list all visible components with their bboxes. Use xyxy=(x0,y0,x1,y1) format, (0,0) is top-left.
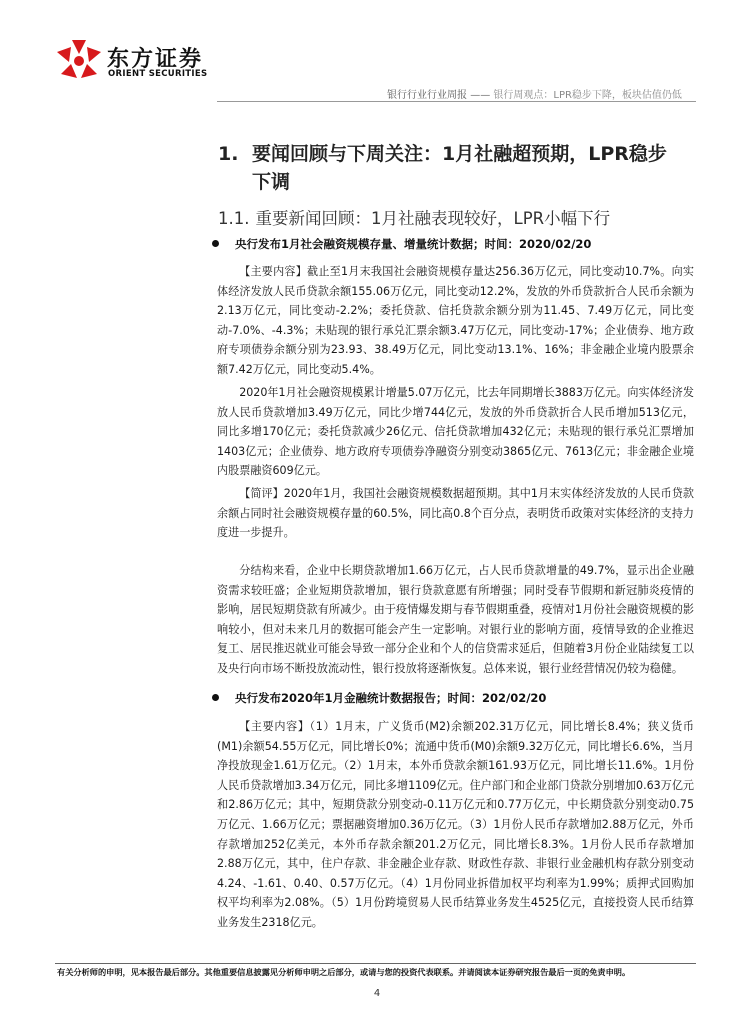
footer-divider xyxy=(55,963,696,964)
header-divider xyxy=(217,101,696,102)
page-number: 4 xyxy=(373,988,381,999)
brand-logo xyxy=(55,38,215,84)
section-1-title-line1: 要闻回顾与下周关注：1月社融超预期，LPR稳步 xyxy=(252,143,667,165)
news-item-title: 央行发布2020年1月金融统计数据报告；时间：202/02/20 xyxy=(235,691,547,705)
news-item-bullet xyxy=(212,690,692,706)
brand-name-cn: 东方证券 xyxy=(107,47,204,72)
orient-logo-icon xyxy=(55,38,103,84)
body-paragraph: 【主要内容】截止至1月末我国社会融资规模存量达256.36万亿元，同比变动10.7%。向实体经济发放人民币贷款余额155.06万亿元，同比变动12.2%，发放的外币贷款折合人民币余额为2.13万亿元，同比变动-2.2%；委托贷款、信托贷款余额分别为11.45、7.49万亿元，同比变动-7.0%、-4.3%；未贴现的银行承兑汇票余额3.47万亿元，同比变动-17%；企业债券、地方政府专项债券余额分别为23.93、38.49万亿元，同比变动13.1%、16%；非金融企业境内股票余额7.42万亿元，同比变动5.4%。 xyxy=(217,265,694,376)
body-paragraph: 2020年1月社会融资规模累计增量5.07万亿元，比去年同期增长3883万亿元。向实体经济发放人民币贷款增加3.49万亿元，同比少增744亿元，发放的外币贷款折合人民币增加513亿元，同比多增170亿元；委托贷款减少26亿元、信托贷款增加432亿元；未贴现的银行承兑汇票增加1403亿元；企业债券、地方政府专项债券净融资分别变动3865亿元、7613亿元；非金融企业境内股票融资609亿元。 xyxy=(217,386,694,478)
report-type: 银行行业行业周报 xyxy=(387,90,467,101)
body-paragraph: 【简评】2020年1月，我国社会融资规模数据超预期。其中1月末实体经济发放的人民币贷款余额占同时社会融资规模存量的60.5%，同比高0.8个百分点，表明货币政策对实体经济的支持力度进一步提升。 xyxy=(217,487,694,540)
bullet-dot-icon xyxy=(212,240,219,247)
news-item-title: 央行发布1月社会融资规模存量、增量统计数据；时间：2020/02/20 xyxy=(235,237,592,251)
section-1-1-title: 重要新闻回顾：1月社融表现较好，LPR小幅下行 xyxy=(255,209,611,228)
news-item-bullet xyxy=(212,236,692,252)
body-paragraph: 分结构来看，企业中长期贷款增加1.66万亿元，占人民币贷款增量的49.7%，显示出企业融资需求较旺盛；企业短期贷款增加，银行贷款意愿有所增强；同时受春节假期和新冠肺炎疫情的影响，居民短期贷款有所减少。由于疫情爆发期与春节假期重叠，疫情对1月份社会融资规模的影响较小，但对未来几月的数据可能会产生一定影响。对银行业的影响方面，疫情导致的企业推迟复工、居民推迟就业可能会导致一部分企业和个人的信贷需求延后，但随着3月份企业陆续复工以及央行向市场不断投放流动性，银行投放将逐渐恢复。总体来说，银行业经营情况仍较为稳健。 xyxy=(217,564,694,675)
body-paragraph: 【主要内容】（1）1月末，广义货币(M2)余额202.31万亿元，同比增长8.4%；狭义货币(M1)余额54.55万亿元，同比增长0%；流通中货币(M0)余额9.32万亿元，同比增长6.6%，当月净投放现金1.61万亿元。（2）1月末，本外币贷款余额161.93万亿元，同比增长11.6%。1月份人民币贷款增加3.34万亿元，同比多增1109亿元。住户部门和企业部门贷款分别增加0.63万亿元和2.86万亿元；其中，短期贷款分别变动-0.11万亿元和0.77万亿元，中长期贷款分别变动0.75万亿元、1.66万亿元；票据融资增加0.36万亿元。（3）1月份人民币存款增加2.88万亿元，外币存款增加252亿美元，本外币存款余额201.2万亿元，同比增长8.3%。1月份人民币存款增加2.88万亿元，其中，住户存款、非金融企业存款、财政性存款、非银行业金融机构存款分别变动4.24、-1.61、0.40、0.57万亿元。（4）1月份同业拆借加权平均利率为1.99%；质押式回购加权平均利率为2.08%。（5）1月份跨境贸易人民币结算业务发生4525亿元，直接投资人民币结算业务发生2318亿元。 xyxy=(217,720,695,929)
section-1-1-heading xyxy=(218,205,610,229)
section-1-title-line2: 下调 xyxy=(252,171,291,193)
section-1-heading xyxy=(218,140,694,196)
section-1-1-number: 1.1. xyxy=(218,209,250,228)
header-separator: —— xyxy=(470,90,491,101)
report-subtitle: 银行周观点：LPR稳步下降，板块估值仍低 xyxy=(493,90,682,101)
brand-name-en: ORIENT SECURITIES xyxy=(108,69,208,79)
footer-disclaimer: 有关分析师的申明，见本报告最后部分。其他重要信息披露见分析师申明之后部分，或请与您的投资代表联系。并请阅读本证券研究报告最后一页的免责申明。 xyxy=(57,967,631,977)
bullet-dot-icon xyxy=(212,694,219,701)
section-1-number: 1. xyxy=(218,143,239,165)
running-header xyxy=(387,86,682,101)
